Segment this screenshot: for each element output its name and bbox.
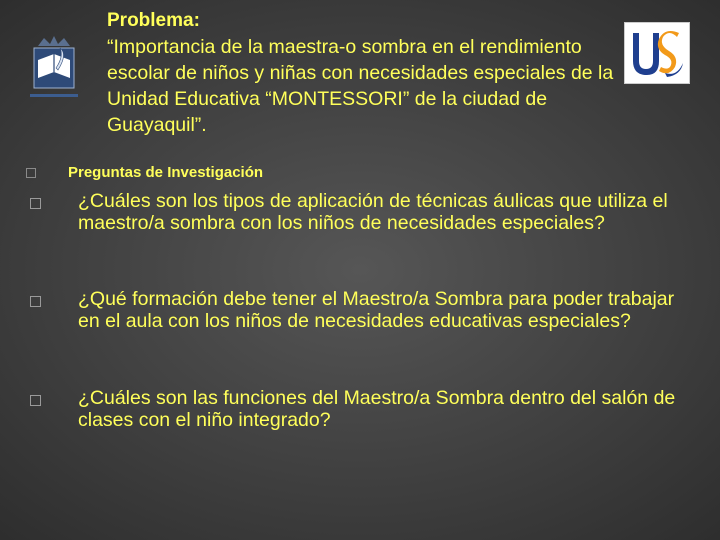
university-logo-icon — [624, 22, 690, 84]
problem-block — [107, 8, 627, 138]
problem-text: “Importancia de la maestra-o sombra en el rendimiento escolar de niños y niñas con necesidades especiales de la Unidad Educativa “MONTESSORI” de la ciudad de Guayaquil”. — [107, 36, 614, 136]
question-item — [30, 288, 680, 332]
question-text: ¿Cuáles son los tipos de aplicación de técnicas áulicas que utiliza el maestro/a sombra con los niños de necesidades especiales? — [78, 190, 668, 234]
questions-title: Preguntas de Investigación — [68, 164, 264, 181]
question-text: ¿Qué formación debe tener el Maestro/a Sombra para poder trabajar en el aula con los niños de necesidades educativas especiales? — [78, 288, 675, 332]
square-bullet-icon — [30, 198, 41, 209]
question-item — [30, 387, 680, 431]
problem-label: Problema: — [107, 10, 200, 31]
square-bullet-icon — [30, 395, 41, 406]
questions-heading — [26, 163, 626, 183]
question-item — [30, 190, 680, 234]
square-bullet-icon — [30, 296, 41, 307]
square-bullet-icon — [26, 168, 36, 178]
question-text: ¿Cuáles son las funciones del Maestro/a Sombra dentro del salón de clases con el niño integrado? — [78, 387, 676, 431]
faculty-emblem-icon — [24, 34, 84, 104]
